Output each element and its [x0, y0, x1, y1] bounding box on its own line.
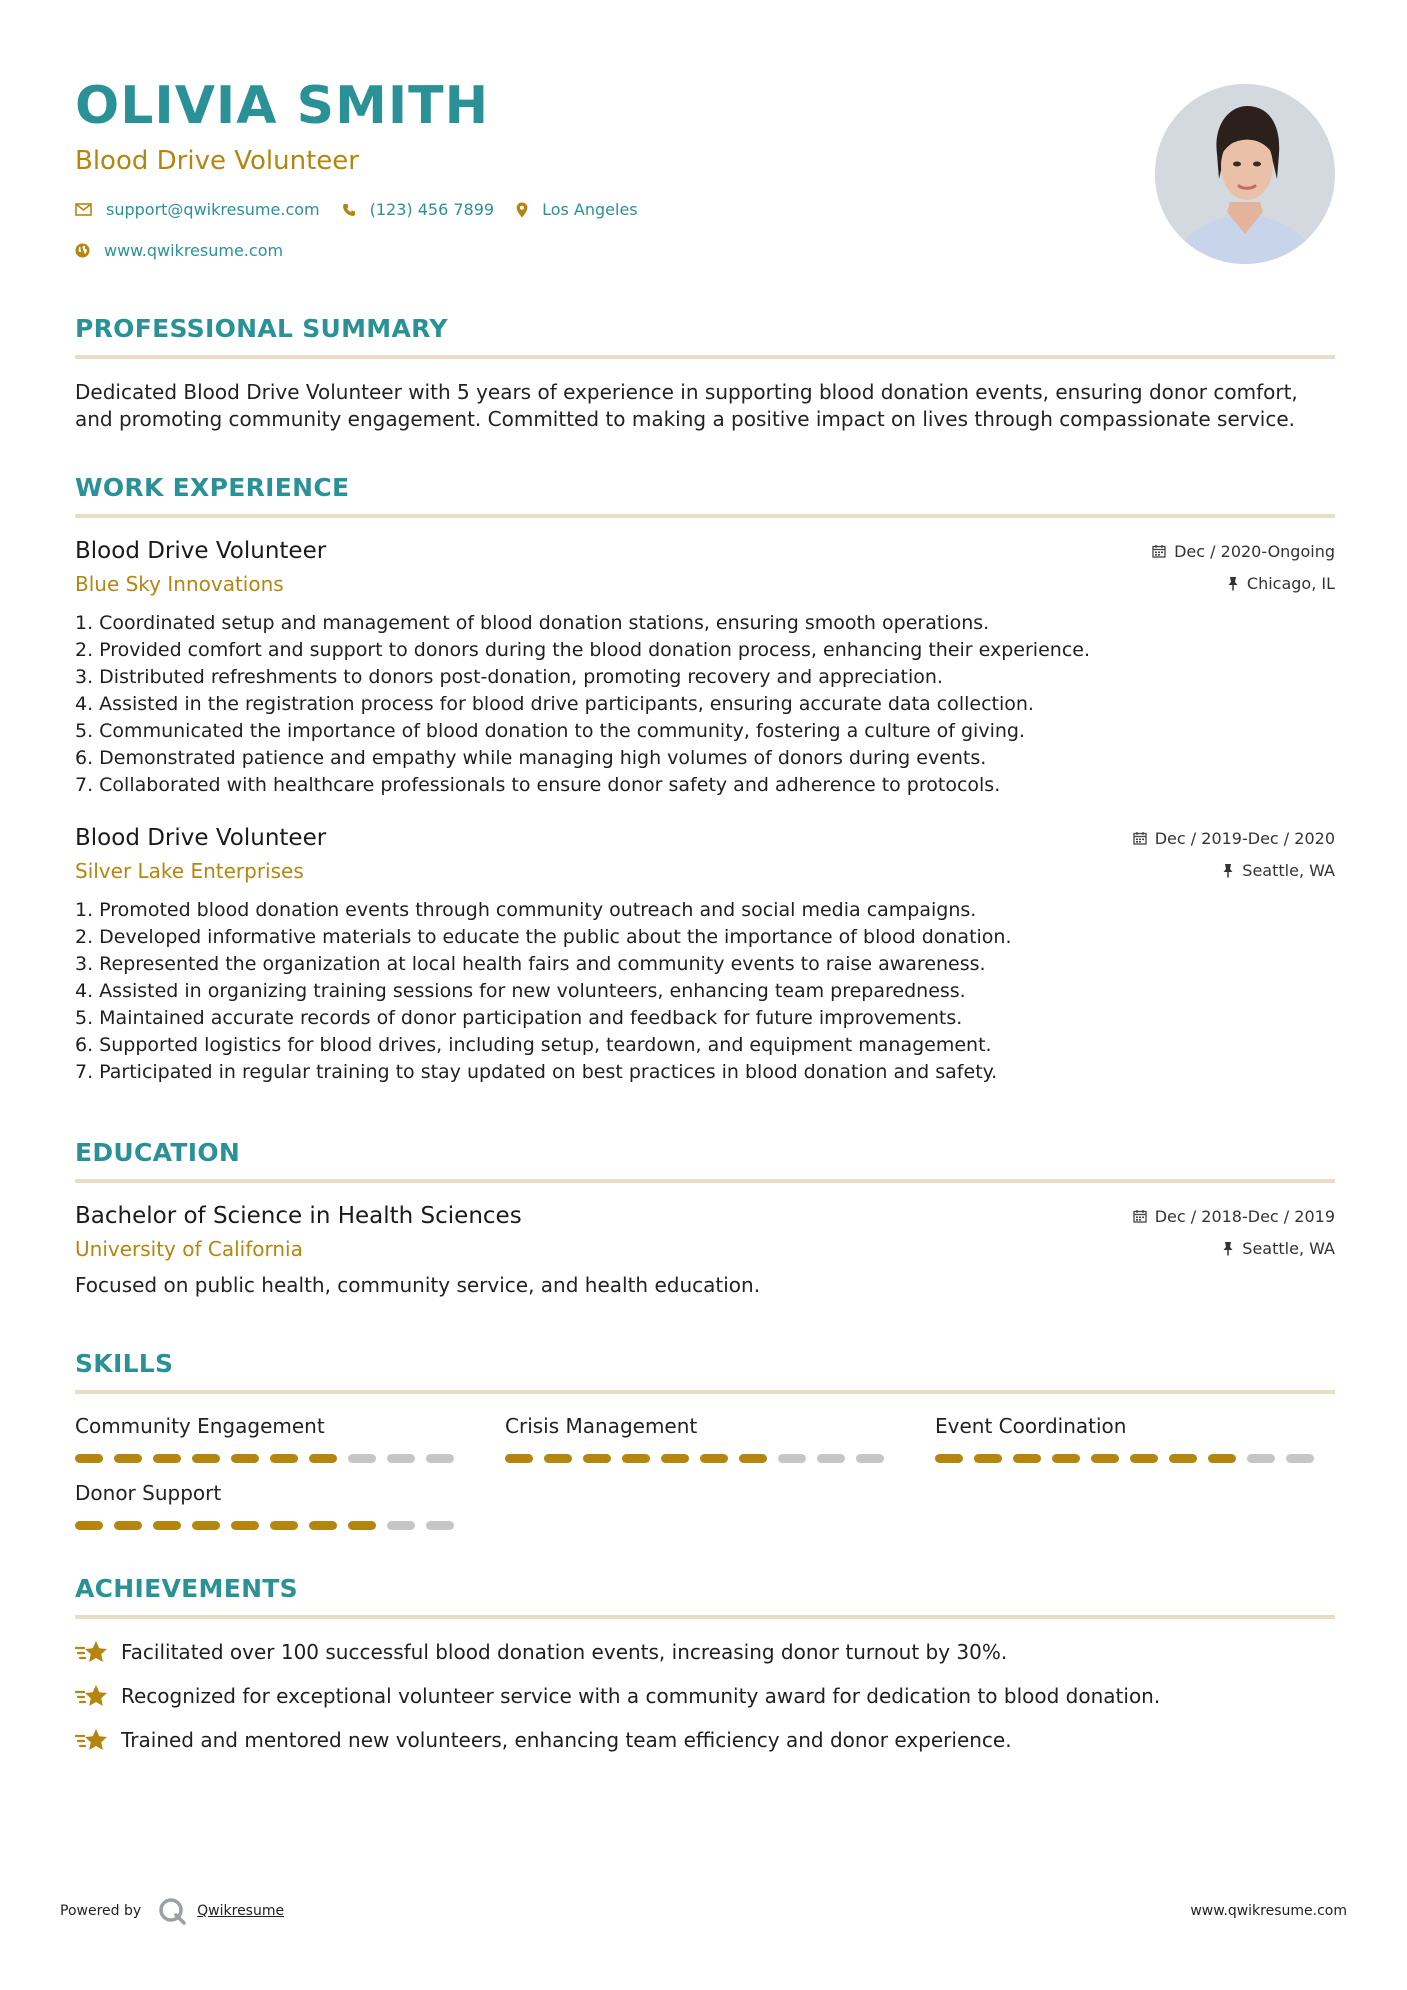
phone-icon — [342, 203, 356, 217]
job-location — [1222, 861, 1335, 880]
skill-dot-filled — [114, 1454, 142, 1463]
envelope-icon — [75, 203, 92, 216]
education-dates — [1133, 1207, 1335, 1226]
skill-dot-filled — [192, 1454, 220, 1463]
skill-dot-filled — [270, 1521, 298, 1530]
skill-name: Donor Support — [75, 1481, 222, 1505]
skill-dot-empty — [1286, 1454, 1314, 1463]
skill-dot-filled — [1013, 1454, 1041, 1463]
education-sub — [75, 1237, 1335, 1261]
experience-heading: WORK EXPERIENCE — [75, 473, 1335, 518]
job-head — [75, 538, 1335, 564]
calendar-icon — [1133, 1209, 1147, 1223]
profile-photo — [1155, 84, 1335, 264]
job-bullet: 3. Distributed refreshments to donors post-donation, promoting recovery and appreciation. — [75, 666, 943, 688]
achievement-text: Facilitated over 100 successful blood donation events, increasing donor turnout by 30%. — [121, 1640, 1008, 1664]
skill-dot-empty — [387, 1454, 415, 1463]
skill-item — [75, 1481, 505, 1530]
resume-main — [75, 70, 1335, 1771]
map-pin-icon — [516, 202, 528, 218]
skill-level-meter — [935, 1454, 1335, 1463]
education-head — [75, 1203, 1335, 1229]
brand-link[interactable]: Qwikresume — [197, 1903, 285, 1919]
star-icon — [75, 1683, 109, 1709]
pushpin-icon — [1227, 576, 1239, 591]
contact-phone[interactable] — [342, 200, 494, 219]
achievement-item — [75, 1683, 1335, 1709]
footer-url[interactable]: www.qwikresume.com — [1190, 1903, 1347, 1919]
skill-dot-filled — [1208, 1454, 1236, 1463]
job-bullet: 7. Collaborated with healthcare professionals to ensure donor safety and adherence to protocols. — [75, 774, 1001, 796]
skill-dot-filled — [153, 1521, 181, 1530]
education-description: Focused on public health, community service, and health education. — [75, 1273, 761, 1297]
job-bullet: 2. Developed informative materials to educate the public about the importance of blood donation. — [75, 926, 1012, 948]
skill-dot-filled — [1130, 1454, 1158, 1463]
job-dates — [1133, 829, 1335, 848]
contact-row-1 — [75, 200, 1335, 219]
star-icon — [75, 1639, 109, 1665]
section-experience — [75, 473, 1335, 1086]
footer-brand — [60, 1896, 284, 1926]
job-sub — [75, 572, 1335, 596]
skill-dot-filled — [700, 1454, 728, 1463]
job-dates — [1152, 542, 1335, 561]
skill-dot-filled — [309, 1454, 337, 1463]
skill-dot-empty — [426, 1521, 454, 1530]
experience-list — [75, 538, 1335, 1086]
education-location — [1222, 1239, 1335, 1258]
skill-dot-filled — [935, 1454, 963, 1463]
skill-dot-empty — [856, 1454, 884, 1463]
skill-level-meter — [75, 1454, 505, 1463]
skill-level-meter — [75, 1521, 505, 1530]
job-sub — [75, 859, 1335, 883]
pushpin-icon — [1222, 1241, 1234, 1256]
job-role: Blood Drive Volunteer — [75, 538, 327, 564]
job-bullets — [75, 897, 1335, 1086]
skill-dot-filled — [661, 1454, 689, 1463]
skill-item — [505, 1414, 935, 1463]
skill-dot-filled — [192, 1521, 220, 1530]
skill-level-meter — [505, 1454, 935, 1463]
job-entry — [75, 825, 1335, 1086]
candidate-title: Blood Drive Volunteer — [75, 146, 359, 176]
contact-website[interactable] — [75, 241, 283, 260]
achievement-text: Recognized for exceptional volunteer service with a community award for dedication to blood donation. — [121, 1684, 1161, 1708]
achievement-item — [75, 1639, 1335, 1665]
email-text[interactable]: support@qwikresume.com — [106, 200, 320, 219]
section-achievements — [75, 1574, 1335, 1753]
skill-dot-filled — [231, 1454, 259, 1463]
education-heading: EDUCATION — [75, 1138, 1335, 1183]
skill-dot-filled — [75, 1454, 103, 1463]
achievements-heading: ACHIEVEMENTS — [75, 1574, 1335, 1619]
section-education — [75, 1138, 1335, 1297]
skill-name: Event Coordination — [935, 1414, 1127, 1438]
skill-dot-filled — [583, 1454, 611, 1463]
skill-dot-filled — [231, 1521, 259, 1530]
job-head — [75, 825, 1335, 851]
skills-heading: SKILLS — [75, 1349, 1335, 1394]
job-bullets — [75, 610, 1335, 799]
page-footer — [60, 1896, 1347, 1926]
education-dates-text: Dec / 2018-Dec / 2019 — [1154, 1206, 1335, 1226]
achievements-list — [75, 1639, 1335, 1753]
skills-grid — [75, 1414, 1335, 1530]
job-bullet: 4. Assisted in the registration process for blood drive participants, ensuring accurate data collection. — [75, 693, 1034, 715]
education-degree: Bachelor of Science in Health Sciences — [75, 1203, 522, 1229]
contact-location — [516, 200, 638, 219]
skill-dot-filled — [544, 1454, 572, 1463]
education-school: University of California — [75, 1237, 303, 1261]
job-location-text: Seattle, WA — [1242, 861, 1335, 880]
pushpin-icon — [1222, 863, 1234, 878]
resume-header — [75, 76, 1335, 266]
skill-dot-filled — [622, 1454, 650, 1463]
skill-dot-empty — [426, 1454, 454, 1463]
qwikresume-logo-icon — [157, 1896, 187, 1926]
job-bullet: 7. Participated in regular training to stay updated on best practices in blood donation and safety. — [75, 1061, 998, 1083]
job-bullet: 4. Assisted in organizing training sessions for new volunteers, enhancing team preparedness. — [75, 980, 966, 1002]
section-summary — [75, 314, 1335, 433]
job-company: Blue Sky Innovations — [75, 572, 284, 596]
section-skills — [75, 1349, 1335, 1530]
job-bullet: 1. Coordinated setup and management of blood donation stations, ensuring smooth operations. — [75, 612, 990, 634]
skill-dot-filled — [348, 1521, 376, 1530]
skill-item — [935, 1414, 1335, 1463]
location-text: Los Angeles — [542, 200, 638, 219]
skill-dot-filled — [739, 1454, 767, 1463]
skill-dot-empty — [817, 1454, 845, 1463]
job-location-text: Chicago, IL — [1246, 574, 1335, 593]
calendar-icon — [1152, 544, 1166, 558]
skill-dot-filled — [309, 1521, 337, 1530]
website-text[interactable]: www.qwikresume.com — [104, 241, 284, 260]
job-bullet: 5. Communicated the importance of blood donation to the community, fostering a culture of giving. — [75, 720, 1025, 742]
skill-dot-filled — [153, 1454, 181, 1463]
phone-text[interactable]: (123) 456 7899 — [369, 200, 495, 219]
achievement-text: Trained and mentored new volunteers, enhancing team efficiency and donor experience. — [121, 1728, 1012, 1752]
job-dates-text: Dec / 2019-Dec / 2020 — [1154, 828, 1335, 848]
job-role: Blood Drive Volunteer — [75, 825, 327, 851]
summary-text: Dedicated Blood Drive Volunteer with 5 years of experience in supporting blood donation events, ensuring donor comfort, and promoting community engagement. Committed to making a positive impact on lives through compassionate service. — [75, 380, 1298, 431]
skill-name: Community Engagement — [75, 1414, 325, 1438]
contact-email[interactable] — [75, 200, 320, 219]
education-entry — [75, 1203, 1335, 1297]
job-company: Silver Lake Enterprises — [75, 859, 304, 883]
calendar-icon — [1133, 831, 1147, 845]
skill-dot-filled — [75, 1521, 103, 1530]
job-bullet: 3. Represented the organization at local health fairs and community events to raise awareness. — [75, 953, 986, 975]
skill-item — [75, 1414, 505, 1463]
skill-dot-empty — [1247, 1454, 1275, 1463]
skill-dot-empty — [778, 1454, 806, 1463]
job-bullet: 6. Demonstrated patience and empathy while managing high volumes of donors during events. — [75, 747, 987, 769]
skill-dot-filled — [1091, 1454, 1119, 1463]
job-location — [1227, 574, 1335, 593]
skill-dot-filled — [505, 1454, 533, 1463]
job-bullet: 6. Supported logistics for blood drives, including setup, teardown, and equipment management. — [75, 1034, 992, 1056]
skill-dot-empty — [348, 1454, 376, 1463]
skill-dot-filled — [1052, 1454, 1080, 1463]
skill-dot-filled — [974, 1454, 1002, 1463]
education-location-text: Seattle, WA — [1242, 1239, 1335, 1258]
contact-row-2 — [75, 241, 1335, 260]
star-icon — [75, 1727, 109, 1753]
profile-portrait-image — [1155, 84, 1335, 264]
achievement-item — [75, 1727, 1335, 1753]
job-bullet: 5. Maintained accurate records of donor participation and feedback for future improvements. — [75, 1007, 963, 1029]
skill-dot-filled — [270, 1454, 298, 1463]
job-bullet: 1. Promoted blood donation events through community outreach and social media campaigns. — [75, 899, 977, 921]
powered-by-label: Powered by — [60, 1903, 142, 1919]
job-entry — [75, 538, 1335, 799]
skill-dot-filled — [114, 1521, 142, 1530]
skill-dot-filled — [1169, 1454, 1197, 1463]
job-dates-text: Dec / 2020-Ongoing — [1174, 541, 1335, 561]
globe-icon — [75, 243, 90, 258]
skill-dot-empty — [387, 1521, 415, 1530]
skill-name: Crisis Management — [505, 1414, 698, 1438]
job-bullet: 2. Provided comfort and support to donors during the blood donation process, enhancing their experience. — [75, 639, 1090, 661]
summary-heading: PROFESSIONAL SUMMARY — [75, 314, 1335, 359]
candidate-name: OLIVIA SMITH — [75, 76, 490, 136]
